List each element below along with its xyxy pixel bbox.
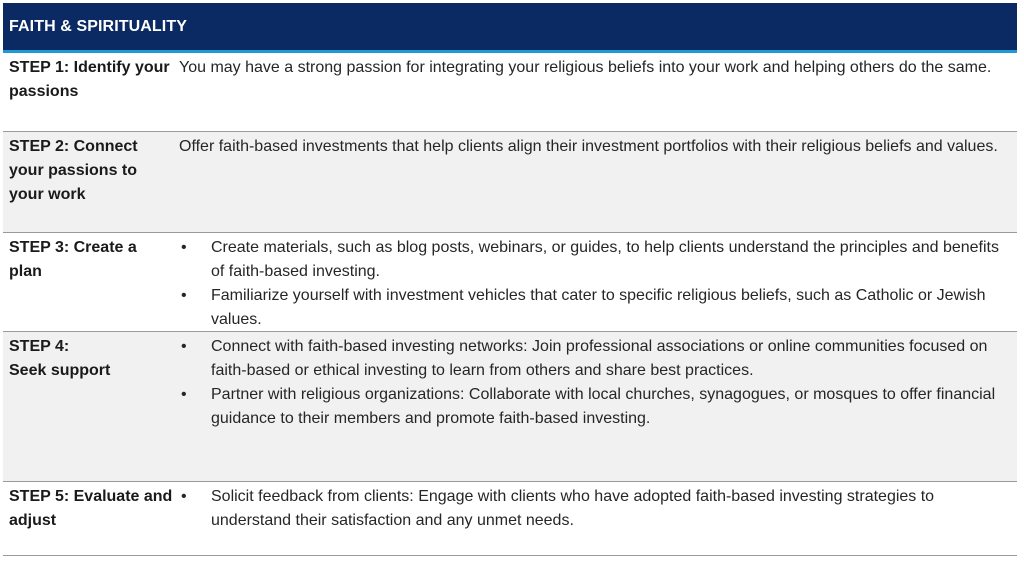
step-3-row (3, 233, 1017, 332)
step-3-label: STEP 3: Create a plan (9, 239, 137, 280)
step-5-row (3, 482, 1017, 556)
step-2-content (179, 132, 1017, 232)
step-1-row (3, 53, 1017, 132)
bullet-icon: • (181, 386, 187, 403)
bullet-text: Partner with religious organizations: Collaborate with local churches, synagogues, or mosques to offer financial guidance to their members and promote faith-based investing. (211, 386, 996, 427)
step-4-label (3, 332, 179, 481)
bullet-text: Solicit feedback from clients: Engage with clients who have adopted faith-based investing strategies to understand their satisfaction and any unmet needs. (211, 488, 935, 529)
list-item (179, 236, 1011, 284)
list-item (179, 335, 1011, 383)
list-item (179, 383, 1011, 431)
bullet-icon: • (181, 287, 187, 304)
bullet-text: Connect with faith-based investing networks: Join professional associations or online communities focused on faith-based or ethical investing to learn from others and share best practices. (211, 338, 988, 379)
step-3-content (179, 233, 1017, 331)
bullet-text: Familiarize yourself with investment vehicles that cater to specific religious beliefs, such as Catholic or Jewish values. (211, 287, 986, 328)
bullet-icon: • (181, 338, 187, 355)
step-4-bullets (179, 335, 1011, 431)
step-5-content (179, 482, 1017, 555)
step-3-bullets (179, 236, 1011, 332)
bullet-icon: • (181, 239, 187, 256)
bullet-text: Create materials, such as blog posts, webinars, or guides, to help clients understand the principles and benefits of faith-based investing. (211, 239, 999, 280)
step-4-content (179, 332, 1017, 481)
bullet-icon: • (181, 488, 187, 505)
step-1-label: STEP 1: Identify your passions (9, 59, 170, 100)
list-item (179, 485, 1011, 533)
step-5-label: STEP 5: Evaluate and adjust (9, 488, 173, 529)
steps-table (3, 3, 1017, 556)
step-1-content (179, 53, 1017, 131)
table-title: FAITH & SPIRITUALITY (9, 17, 187, 35)
step-2-label: STEP 2: Connect your passions to your work (9, 138, 138, 203)
list-item (179, 284, 1011, 332)
step-2-row (3, 132, 1017, 233)
step-4-row (3, 332, 1017, 482)
step-2-text: Offer faith-based investments that help clients align their investment portfolios with their religious beliefs and values. (179, 138, 998, 155)
table-header (3, 3, 1017, 53)
step-1-text: You may have a strong passion for integrating your religious beliefs into your work and helping others do the same. (179, 59, 992, 76)
step-4-label-line2: Seek support (9, 362, 111, 379)
step-5-bullets (179, 485, 1011, 533)
step-4-label-line1: STEP 4: (9, 338, 70, 355)
